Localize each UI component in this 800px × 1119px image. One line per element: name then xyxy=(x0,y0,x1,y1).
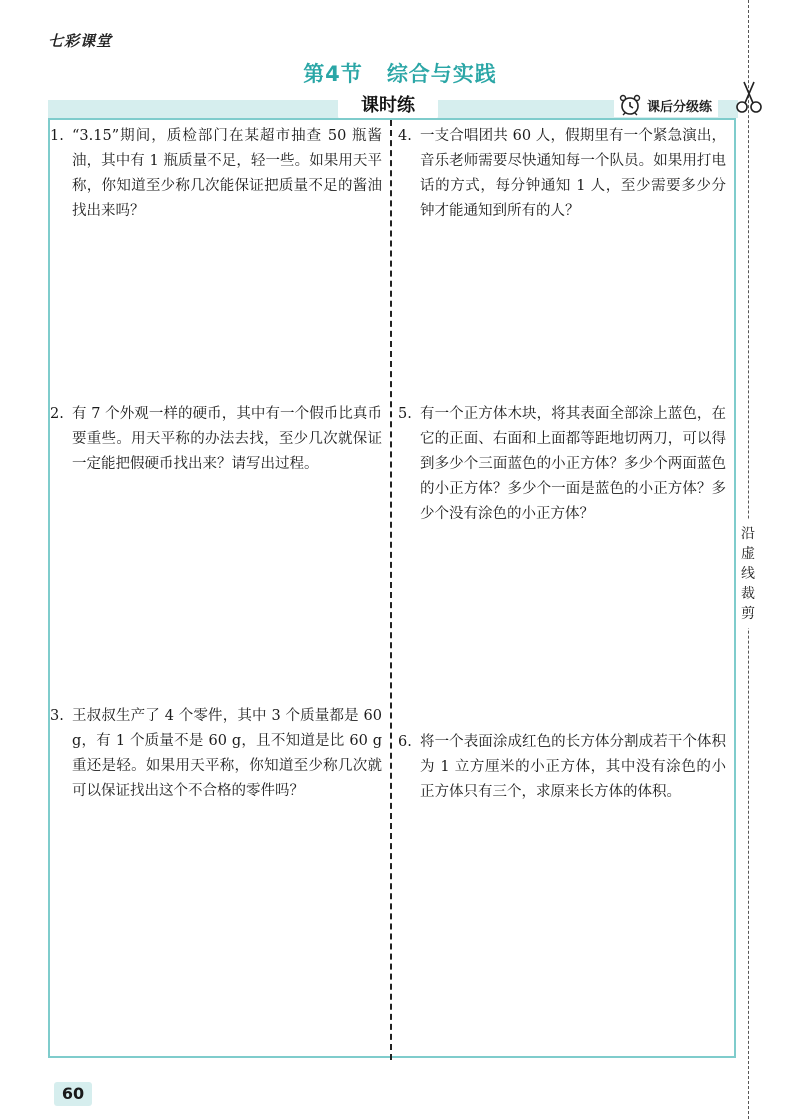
content-frame xyxy=(48,118,736,1058)
question-text: 王叔叔生产了 4 个零件，其中 3 个质量都是 60 g，有 1 个质量不是 60 g，且不知道是比 60 g 重还是轻。如果用天平称，你知道至少称几次就可以保证找出这个不合格的零件吗？ xyxy=(72,708,382,799)
question-number: 3. xyxy=(50,708,64,724)
question-6 xyxy=(398,730,726,805)
section-number: 第4节 xyxy=(303,62,363,86)
badge-label: 课后分级练 xyxy=(647,99,713,115)
alarm-clock-icon xyxy=(618,93,642,117)
question-number: 5. xyxy=(398,406,412,422)
question-5 xyxy=(398,402,726,527)
question-number: 1. xyxy=(50,128,64,144)
brand-logo: 七彩课堂 xyxy=(48,32,113,50)
question-text: 将一个表面涂成红色的长方体分割成若干个体积为 1 立方厘米的小正方体，其中没有涂色的小正方体只有三个，求原来长方体的体积。 xyxy=(420,734,726,800)
section-title xyxy=(0,58,800,88)
question-text: 有 7 个外观一样的硬币，其中有一个假币比真币要重些。用天平称的办法去找，至少几次就保证一定能把假硬币找出来？请写出过程。 xyxy=(72,406,382,472)
question-number: 4. xyxy=(398,128,412,144)
level-badge xyxy=(614,93,718,117)
cut-instruction: 沿虚线裁剪 xyxy=(738,520,758,628)
question-number: 6. xyxy=(398,734,412,750)
column-divider xyxy=(390,120,392,1060)
question-text: “3.15”期间，质检部门在某超市抽查 50 瓶酱油，其中有 1 瓶质量不足，轻一些。如果用天平称，你知道至少称几次能保证把质量不足的酱油找出来吗？ xyxy=(72,128,382,219)
page-number: 60 xyxy=(54,1082,92,1106)
section-name: 综合与实践 xyxy=(386,62,497,86)
question-3 xyxy=(50,704,382,804)
question-4 xyxy=(398,124,726,224)
question-text: 有一个正方体木块，将其表面全部涂上蓝色，在它的正面、右面和上面都等距地切两刀，可以得到多少个三面蓝色的小正方体？多少个两面蓝色的小正方体？多少个一面是蓝色的小正方体？多少个没有涂色的小正方体？ xyxy=(420,406,726,522)
question-number: 2. xyxy=(50,406,64,422)
question-1 xyxy=(50,124,382,224)
scissors-icon xyxy=(734,80,764,114)
question-text: 一支合唱团共 60 人，假期里有一个紧急演出，音乐老师需要尽快通知每一个队员。如果用打电话的方式，每分钟通知 1 人，至少需要多少分钟才能通知到所有的人？ xyxy=(420,128,726,219)
question-2 xyxy=(50,402,382,477)
banner-label: 课时练 xyxy=(338,92,438,120)
